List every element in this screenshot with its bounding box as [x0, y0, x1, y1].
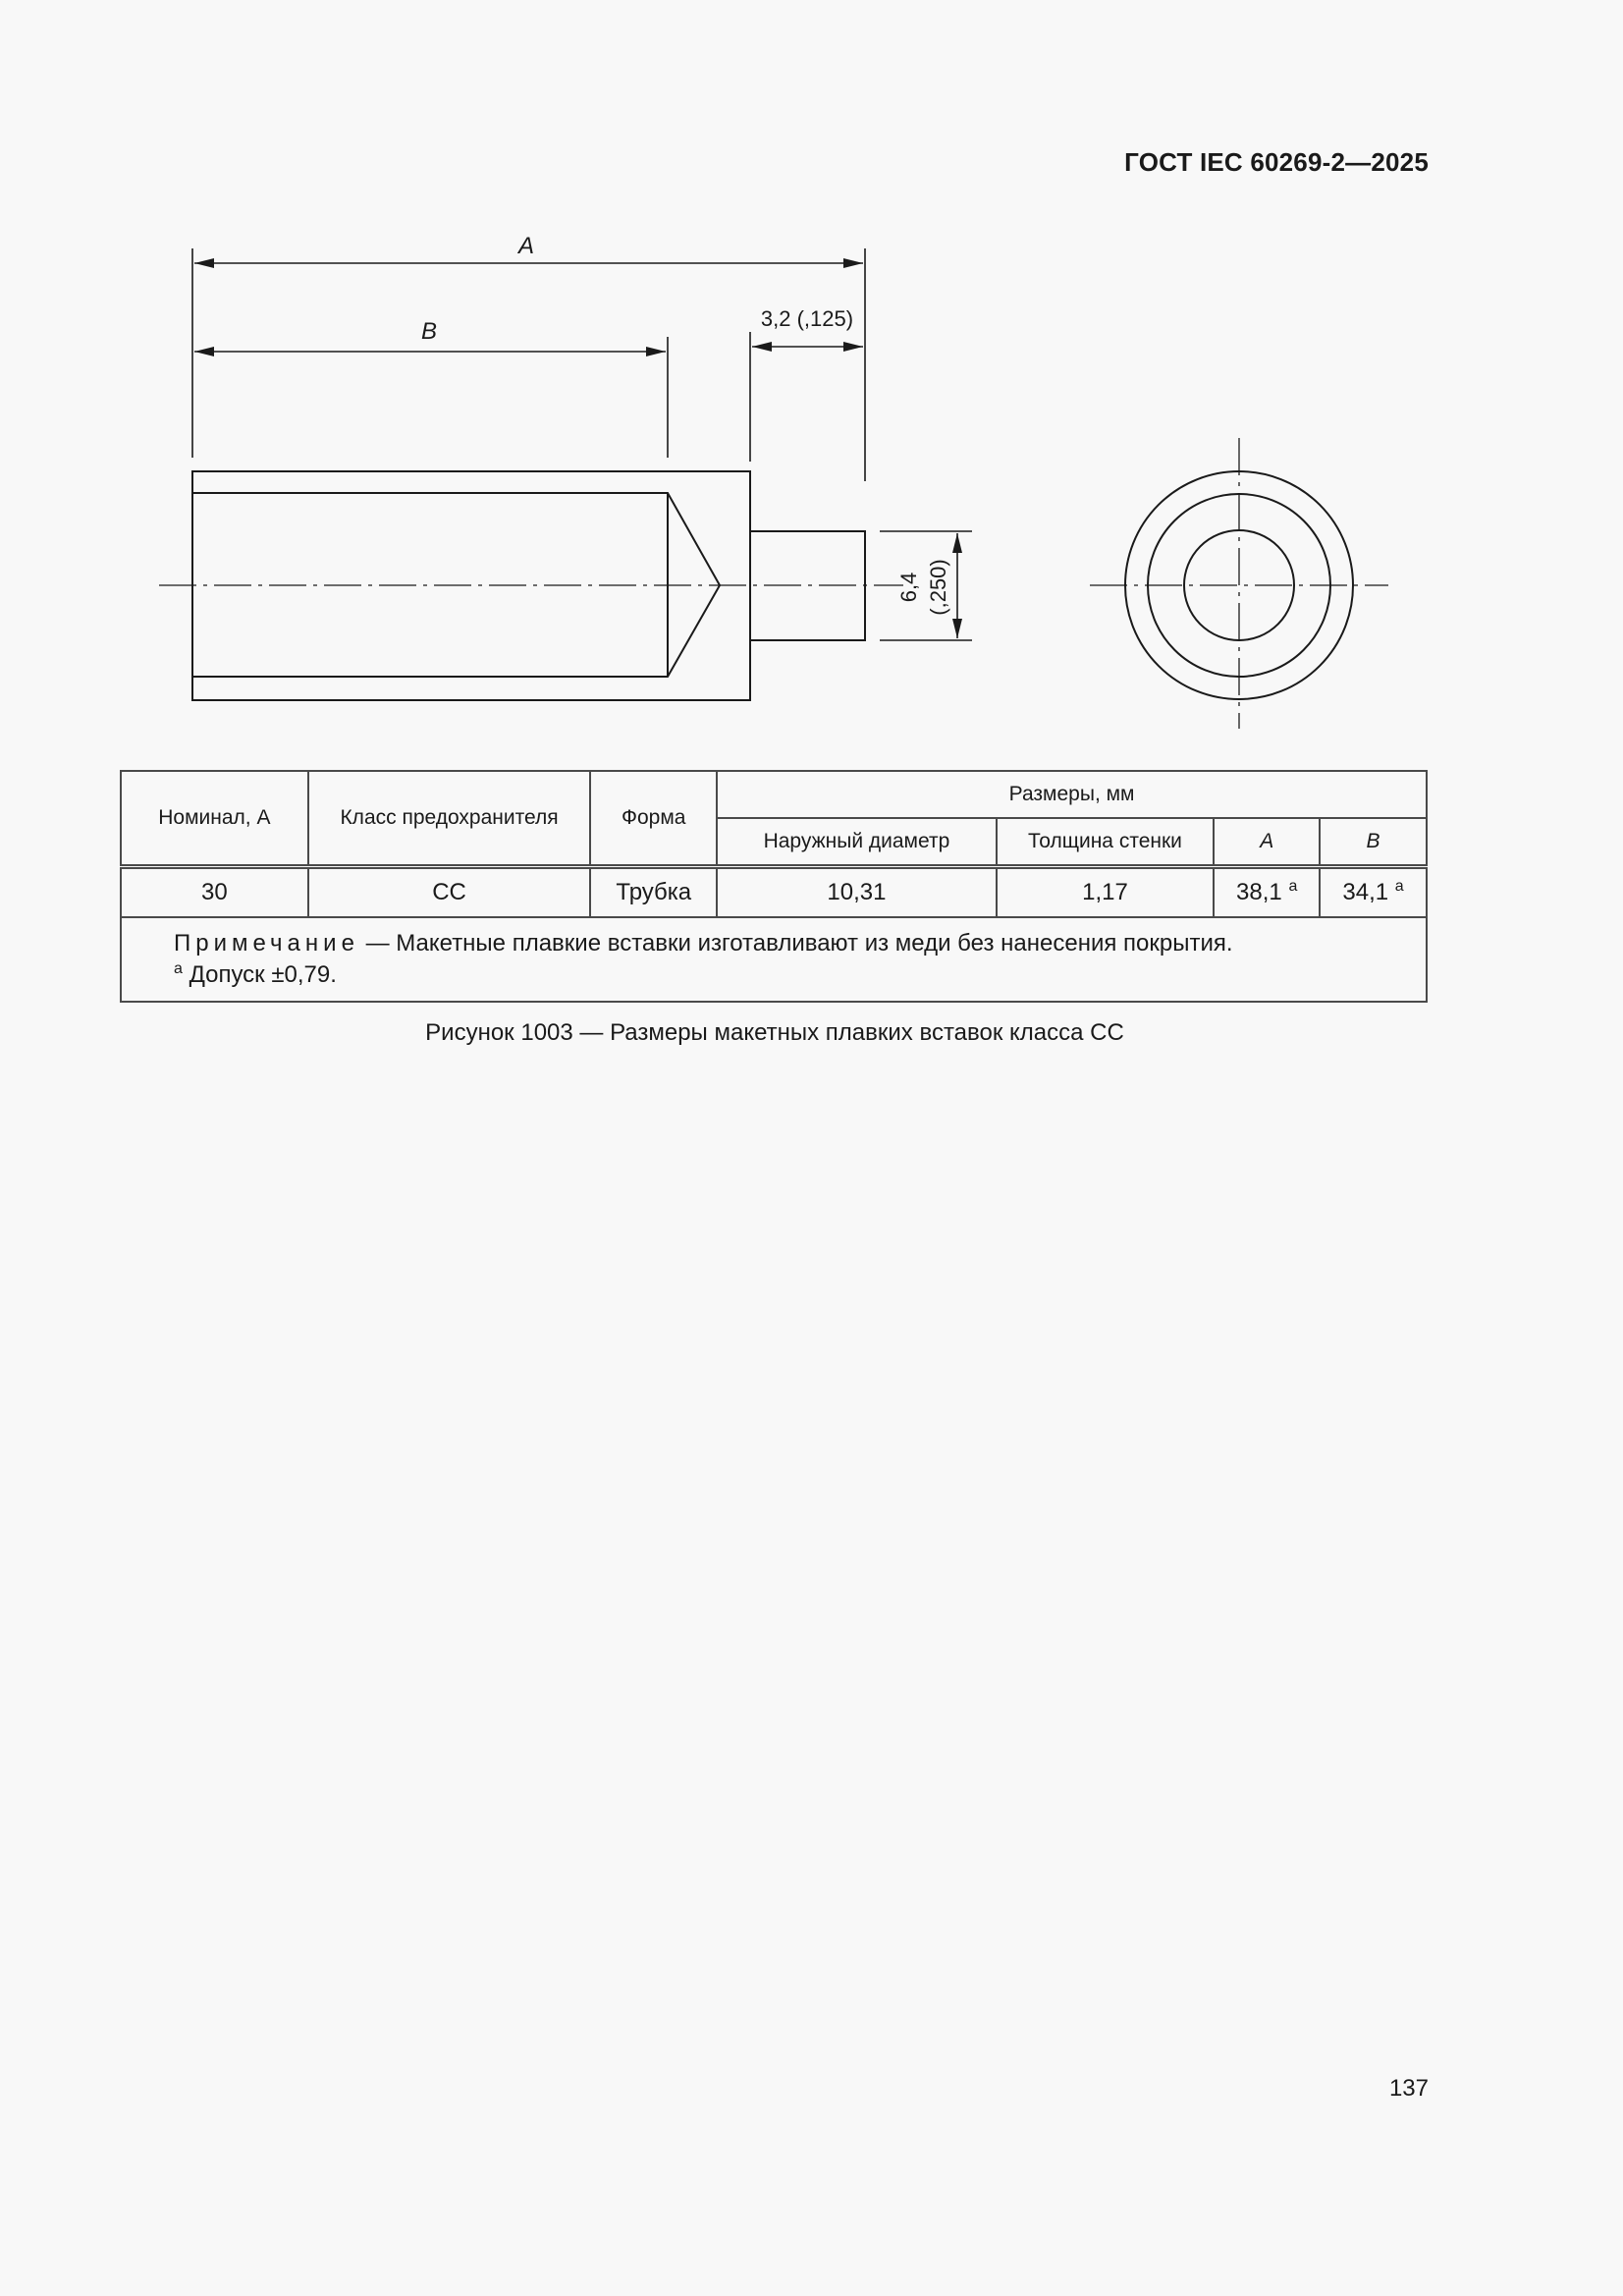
dimension-label-pin-length: 3,2 (,125) [760, 306, 854, 331]
header-nominal: Номинал, A [121, 771, 308, 867]
header-shape: Форма [590, 771, 717, 867]
header-fuse-class: Класс предохранителя [308, 771, 591, 867]
table-row [121, 867, 1427, 918]
cell-b-footnote: a [1394, 878, 1404, 895]
note-text: — Макетные плавкие вставки изготавливают из меди без нанесения покрытия. [358, 930, 1233, 957]
dimension-label-b: B [420, 318, 438, 345]
header-outer-diameter: Наружный диаметр [717, 818, 996, 867]
cell-fuse-class: СС [308, 867, 591, 918]
header-dimensions-group: Размеры, мм [717, 771, 1427, 818]
page-number: 137 [1388, 2075, 1429, 2102]
cell-shape: Трубка [590, 867, 717, 918]
header-b: B [1320, 818, 1427, 867]
footnote-text: Допуск ±0,79. [182, 961, 337, 988]
dimension-label-pin-diameter: 6,4 [896, 572, 921, 603]
cell-wall-thickness: 1,17 [997, 867, 1215, 918]
cell-b-value: 34,1 [1342, 879, 1389, 905]
document-header: ГОСТ IEC 60269-2—2025 [1124, 147, 1429, 177]
header-wall-thickness: Толщина стенки [997, 818, 1215, 867]
note-label: Примечание [174, 930, 359, 957]
cell-a [1214, 867, 1320, 918]
cell-a-value: 38,1 [1236, 879, 1282, 905]
table-note [121, 917, 1427, 1002]
footnote-mark: a [174, 960, 183, 977]
cell-nominal: 30 [121, 867, 308, 918]
fuse-drawing [0, 0, 1623, 766]
figure-caption: Рисунок 1003 — Размеры макетных плавких вставок класса СС [425, 1019, 1124, 1046]
dimension-label-pin-diameter-inch: (,250) [926, 559, 950, 616]
note-line [174, 928, 1426, 959]
cell-b [1320, 867, 1427, 918]
footnote-line [174, 959, 1426, 991]
header-a: A [1214, 818, 1320, 867]
dimension-label-a: A [517, 233, 535, 259]
cell-outer-diameter: 10,31 [717, 867, 996, 918]
cell-a-footnote: a [1288, 878, 1298, 895]
dimensions-table [120, 770, 1428, 1003]
